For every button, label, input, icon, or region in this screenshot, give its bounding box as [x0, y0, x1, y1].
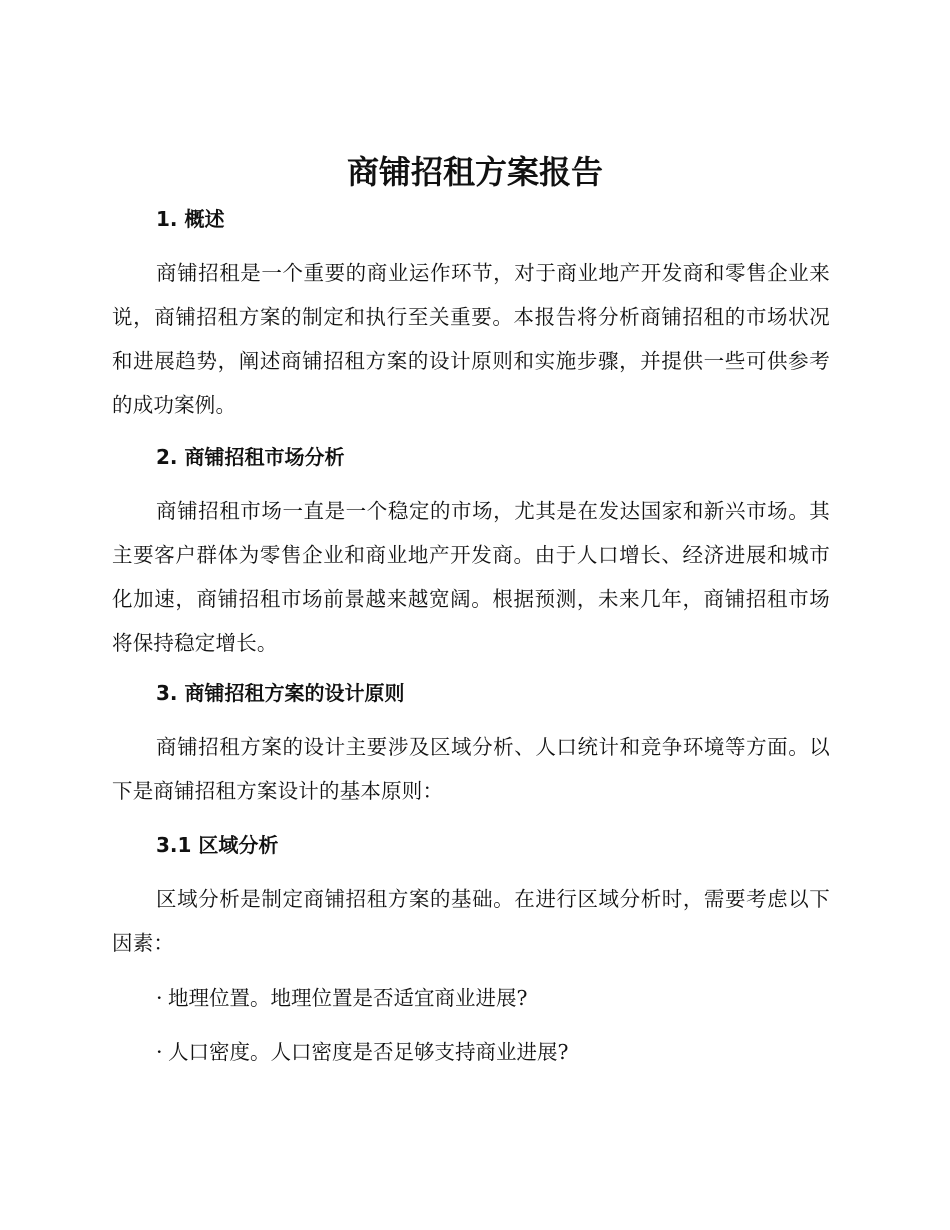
section-heading-regional-analysis: 3.1 区域分析	[156, 833, 279, 857]
section-heading-overview: 1. 概述	[156, 207, 225, 231]
section-paragraph-market-analysis: 商铺招租市场一直是一个稳定的市场，尤其是在发达国家和新兴市场。其主要客户群体为零售企业和商业地产开发商。由于人口增长、经济进展和城市化加速，商铺招租市场前景越来越宽阔。根据预测，未来几年，商铺招租市场将保持稳定增长。	[112, 499, 830, 655]
section-heading-design-principles: 3. 商铺招租方案的设计原则	[156, 681, 405, 705]
list-item	[156, 1037, 569, 1067]
list-item	[156, 983, 528, 1013]
bullet-text-population: 人口密度。人口密度是否足够支持商业进展?	[168, 1040, 569, 1064]
section-paragraph-overview: 商铺招租是一个重要的商业运作环节，对于商业地产开发商和零售企业来说，商铺招租方案的制定和执行至关重要。本报告将分析商铺招租的市场状况和进展趋势，阐述商铺招租方案的设计原则和实施步骤，并提供一些可供参考的成功案例。	[112, 261, 830, 417]
document-title: 商铺招租方案报告	[346, 153, 603, 191]
section-paragraph-design-principles: 商铺招租方案的设计主要涉及区域分析、人口统计和竞争环境等方面。以下是商铺招租方案设计的基本原则：	[112, 735, 830, 803]
section-paragraph-regional-analysis: 区域分析是制定商铺招租方案的基础。在进行区域分析时，需要考虑以下因素：	[112, 887, 830, 955]
section-heading-market-analysis: 2. 商铺招租市场分析	[156, 445, 345, 469]
bullet-marker: ·	[156, 1040, 163, 1064]
bullet-text-location: 地理位置。地理位置是否适宜商业进展?	[168, 986, 528, 1010]
bullet-marker: ·	[156, 986, 163, 1010]
